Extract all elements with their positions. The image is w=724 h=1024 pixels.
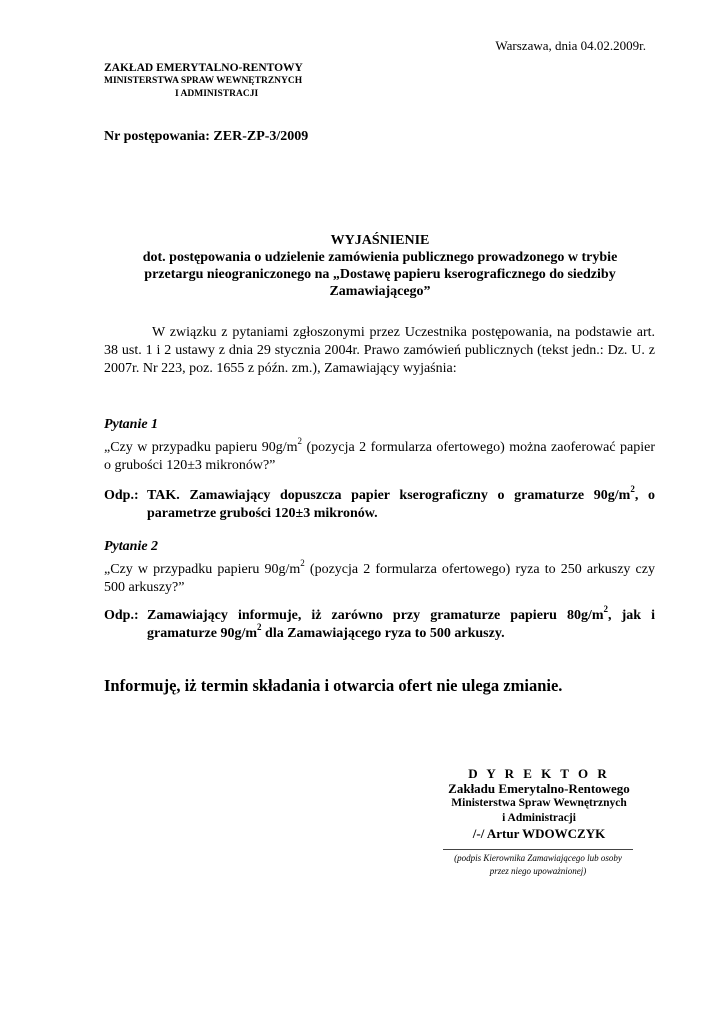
document-title [100, 232, 660, 300]
answer-2-text-part: , jak i gramaturze 90g/m [147, 608, 655, 641]
answer-1-label: Odp.: [104, 488, 139, 503]
answer-1-text-part: , o parametrze grubości 120±3 mikronów. [147, 488, 655, 521]
signature-name: /-/ Artur WDOWCZYK [472, 826, 606, 841]
question-2-text-part: „Czy w przypadku papieru 90g/m [104, 562, 301, 577]
intro-paragraph [104, 324, 655, 378]
answer-1-text-part: TAK. Zamawiający dopuszcza papier kserograficzny o gramaturze 90g/m [147, 488, 631, 503]
question-2-text-part: (pozycja 2 formularza ofertowego) ryza to 250 arkuszy czy 500 arkuszy?” [104, 562, 655, 595]
question-1-heading: Pytanie 1 [104, 417, 159, 432]
signature-note-line2: przez niego upoważnionej) [489, 866, 587, 876]
superscript: 2 [257, 622, 262, 633]
question-1-text [104, 436, 655, 475]
signature-line1: Zakładu Emerytalno-Rentowego [448, 781, 630, 796]
answer-2-label: Odp.: [104, 608, 139, 623]
signature-note-line1: (podpis Kierownika Zamawiającego lub osoby [454, 853, 622, 863]
title-heading: WYJAŚNIENIE [330, 233, 430, 248]
answer-2-text-part: dla Zamawiającego ryza to 500 arkuszy. [261, 626, 505, 641]
title-line3: Zamawiającego” [329, 284, 431, 299]
answer-1 [104, 484, 655, 523]
superscript: 2 [603, 604, 609, 615]
signature-line2: Ministerstwa Spraw Wewnętrznych [451, 797, 627, 809]
signature-title: D Y R E K T O R [468, 766, 610, 781]
question-2-text [104, 558, 655, 597]
question-1-text-part: „Czy w przypadku papieru 90g/m [104, 440, 298, 455]
org-name-line1: ZAKŁAD EMERYTALNO-RENTOWY [104, 62, 303, 74]
intro-text: W związku z pytaniami zgłoszonymi przez Uczestnika postępowania, na podstawie art. 38 ust. 1 i 2 ustawy z dnia 29 stycznia 2004r. Prawo zamówień publicznych (tekst jedn.: Dz. U. z 2007r. Nr 223, poz. 1655 z późn. zm.), Zamawiający wyjaśnia: [104, 325, 655, 376]
procedure-number: Nr postępowania: ZER-ZP-3/2009 [104, 129, 309, 144]
superscript: 2 [300, 558, 305, 569]
answer-2 [104, 604, 655, 643]
signature-divider [443, 849, 633, 850]
document-date: Warszawa, dnia 04.02.2009r. [495, 38, 646, 53]
answer-1-text [147, 484, 655, 523]
org-name-line2: MINISTERSTWA SPRAW WEWNĘTRZNYCH [104, 76, 303, 86]
title-line1: dot. postępowania o udzielenie zamówienia publicznego prowadzonego w trybie [142, 250, 618, 265]
info-statement: Informuję, iż termin składania i otwarcia ofert nie ulega zmianie. [104, 676, 563, 695]
answer-2-text [147, 604, 655, 643]
answer-2-text-part: Zamawiający informuje, iż zarówno przy gramaturze papieru 80g/m [147, 608, 604, 623]
signature-note [436, 852, 640, 878]
superscript: 2 [630, 484, 635, 495]
question-2-heading: Pytanie 2 [104, 539, 159, 554]
org-name-line3: I ADMINISTRACJI [175, 89, 259, 99]
signature-line3: i Administracji [502, 812, 576, 824]
superscript: 2 [297, 436, 303, 447]
title-line2: przetargu nieograniczonego na „Dostawę papieru kserograficznego do siedziby [144, 267, 616, 282]
question-1-text-part: (pozycja 2 formularza ofertowego) można zaoferować papier o grubości 120±3 mikronów?” [104, 440, 655, 473]
